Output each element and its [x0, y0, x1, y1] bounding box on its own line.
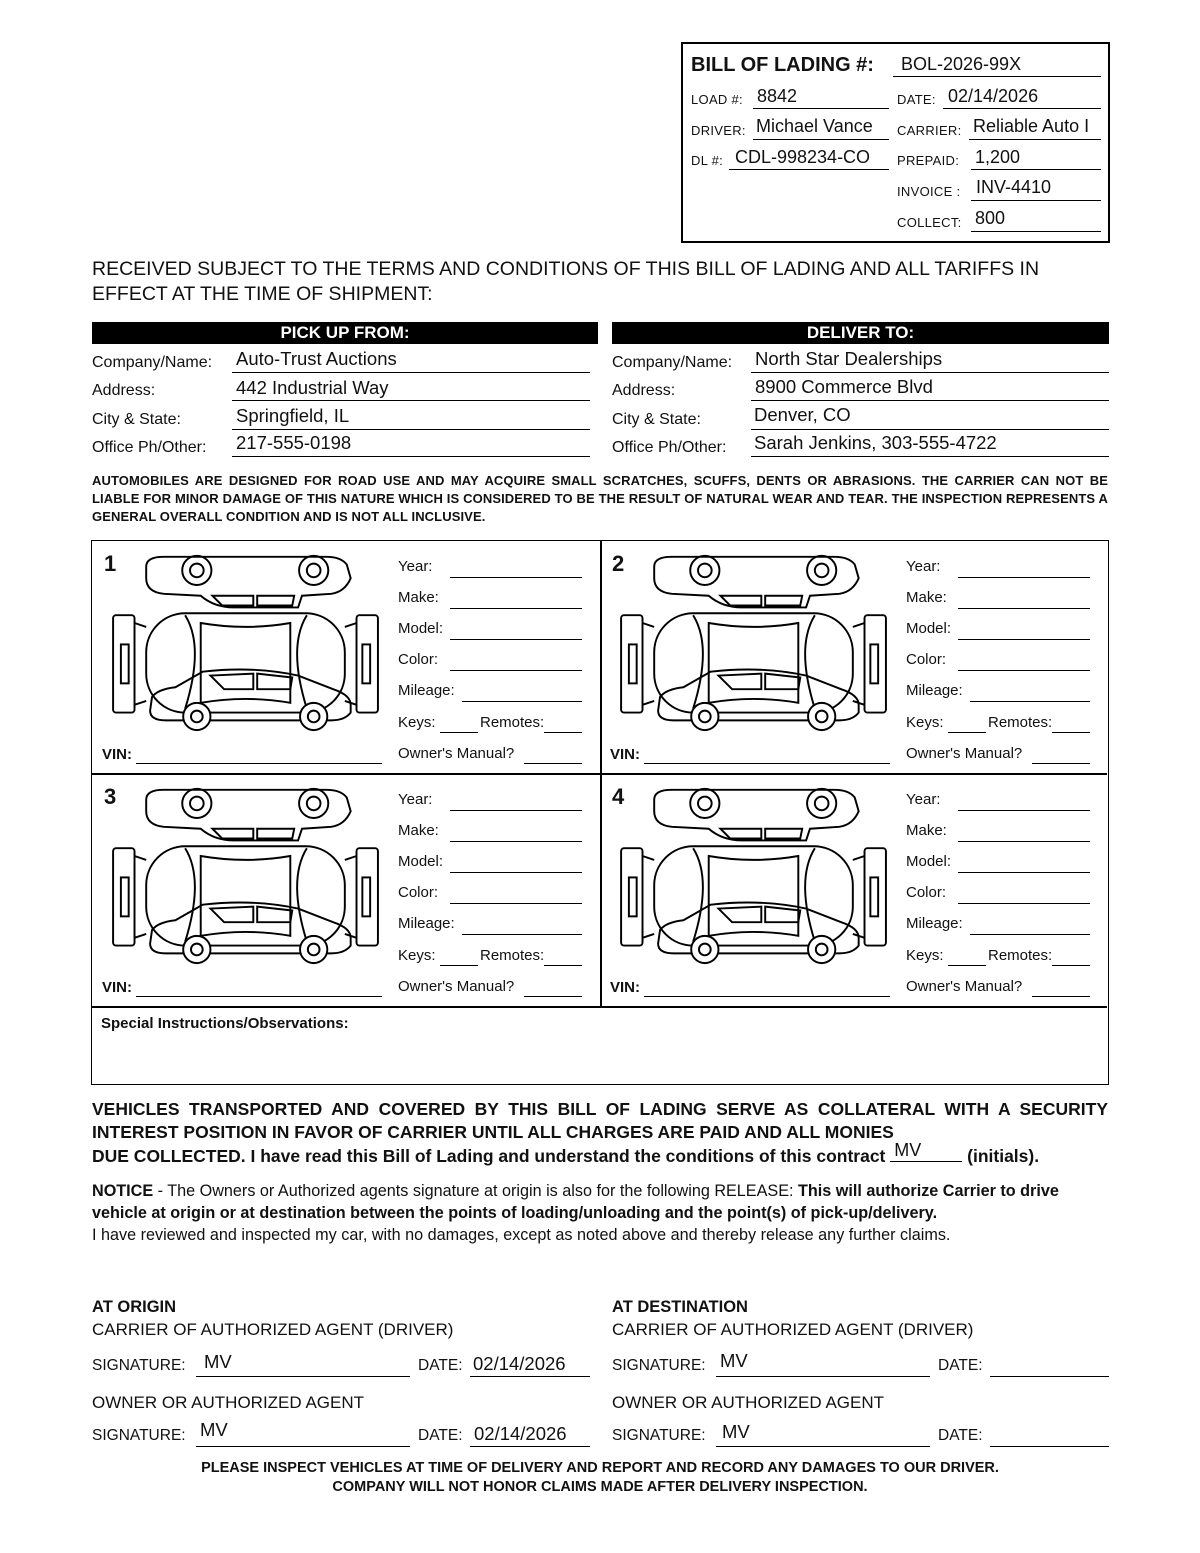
- origin-owner-signature-label: SIGNATURE:: [92, 1427, 186, 1444]
- vin-field[interactable]: [644, 763, 890, 764]
- carrier-field[interactable]: Reliable Auto I: [973, 116, 1090, 136]
- keys-label: Keys:: [398, 714, 436, 731]
- pickup-address-field[interactable]: 442 Industrial Way: [236, 377, 389, 398]
- collateral-last-line: DUE COLLECTED. I have read this Bill of Lading and understand the conditions of this contract: [92, 1146, 886, 1166]
- vehicle-number: 1: [104, 551, 117, 576]
- dl-label: DL #:: [691, 153, 724, 168]
- notice-release: [92, 1180, 1108, 1246]
- make-field[interactable]: [958, 608, 1090, 609]
- origin-carrier-date-label: DATE:: [418, 1357, 463, 1374]
- damage-disclaimer: AUTOMOBILES ARE DESIGNED FOR ROAD USE AND MAY ACQUIRE SMALL SCRATCHES, SCUFFS, DENTS OR ABRASIONS. THE CARRIER CAN NOT BE LIABLE FOR MINOR DAMAGE OF THIS NATURE WHICH IS CONSIDERED TO BE THE RESULT OF NATURAL WEAR AND TEAR. THE INSPECTION REPRESENTS A GENERAL OVERALL CONDITION AND IS NOT ALL INCLUSIVE.: [92, 473, 1108, 524]
- driver-label: DRIVER:: [691, 123, 746, 138]
- year-label: Year:: [906, 791, 941, 808]
- destination-owner-signature-field[interactable]: MV: [722, 1421, 750, 1442]
- make-field[interactable]: [450, 608, 582, 609]
- vehicle-number: 2: [612, 551, 625, 576]
- manual-field[interactable]: [1032, 763, 1090, 764]
- car-damage-diagram[interactable]: [614, 782, 894, 967]
- notice-text: - The Owners or Authorized agents signature at origin is also for the following RELEASE:: [153, 1182, 798, 1200]
- vehicle-cell-2: [600, 541, 1108, 774]
- make-label: Make:: [398, 589, 439, 606]
- deliver-city-label: City & State:: [612, 411, 701, 428]
- deliver-phone-label: Office Ph/Other:: [612, 439, 727, 456]
- footer-line-1: PLEASE INSPECT VEHICLES AT TIME OF DELIVERY AND REPORT AND RECORD ANY DAMAGES TO OUR DRIVER.: [201, 1460, 999, 1476]
- pickup-company-label: Company/Name:: [92, 354, 213, 371]
- dl-field[interactable]: CDL-998234-CO: [735, 147, 871, 167]
- notice-lead: NOTICE: [92, 1182, 154, 1200]
- manual-field[interactable]: [1032, 996, 1090, 997]
- origin-owner-date-label: DATE:: [418, 1427, 463, 1444]
- mileage-label: Mileage:: [398, 682, 455, 699]
- collect-label: COLLECT:: [897, 215, 962, 230]
- terms-statement: RECEIVED SUBJECT TO THE TERMS AND CONDITIONS OF THIS BILL OF LADING AND ALL TARIFFS IN EFFECT AT THE TIME OF SHIPMENT:: [92, 258, 1040, 305]
- destination-carrier-signature-label: SIGNATURE:: [612, 1357, 706, 1374]
- pickup-city-label: City & State:: [92, 411, 181, 428]
- vin-field[interactable]: [136, 763, 382, 764]
- model-label: Model:: [398, 620, 444, 637]
- year-field[interactable]: [958, 577, 1090, 578]
- origin-heading: AT ORIGIN: [92, 1298, 177, 1316]
- year-field[interactable]: [958, 810, 1090, 811]
- footer-line-2: COMPANY WILL NOT HONOR CLAIMS MADE AFTER DELIVERY INSPECTION.: [332, 1479, 868, 1495]
- car-damage-diagram[interactable]: [106, 549, 386, 734]
- remotes-field[interactable]: [1052, 732, 1090, 733]
- keys-label: Keys:: [906, 714, 944, 731]
- deliver-address-label: Address:: [612, 382, 676, 399]
- remotes-label: Remotes:: [988, 947, 1053, 964]
- manual-label: Owner's Manual?: [398, 745, 515, 762]
- model-field[interactable]: [958, 872, 1090, 873]
- manual-label: Owner's Manual?: [906, 978, 1023, 995]
- remotes-label: Remotes:: [480, 947, 545, 964]
- deliver-phone-field[interactable]: Sarah Jenkins, 303-555-4722: [754, 432, 997, 453]
- deliver-company-field[interactable]: North Star Dealerships: [755, 348, 943, 369]
- color-field[interactable]: [450, 903, 582, 904]
- bill-of-lading-box: [681, 42, 1110, 243]
- model-field[interactable]: [450, 872, 582, 873]
- origin-owner-signature-field[interactable]: MV: [200, 1419, 228, 1440]
- mileage-field[interactable]: [462, 934, 582, 935]
- mileage-label: Mileage:: [906, 915, 963, 932]
- keys-field[interactable]: [948, 732, 986, 733]
- invoice-field[interactable]: INV-4410: [976, 177, 1052, 197]
- special-instructions-field[interactable]: [92, 1036, 1107, 1084]
- destination-heading: AT DESTINATION: [612, 1298, 748, 1316]
- notice-bold-text: This will authorize Carrier to drive vehicle at origin or at destination between the points of loading/unloading and the point(s) of pick-up/delivery.: [92, 1182, 1059, 1222]
- year-field[interactable]: [450, 810, 582, 811]
- color-label: Color:: [906, 651, 947, 668]
- collateral-statement: [92, 1098, 1108, 1168]
- load-number-field[interactable]: 8842: [757, 86, 798, 106]
- vehicle-number: 3: [104, 784, 117, 809]
- make-label: Make:: [398, 822, 439, 839]
- vehicle-cell-1: [92, 541, 600, 774]
- vin-field[interactable]: [136, 996, 382, 997]
- deliver-city-field[interactable]: Denver, CO: [754, 404, 851, 425]
- special-instructions-label: Special Instructions/Observations:: [101, 1015, 349, 1032]
- remotes-label: Remotes:: [988, 714, 1053, 731]
- carrier-label: CARRIER:: [897, 123, 962, 138]
- origin-carrier-label: CARRIER OF AUTHORIZED AGENT (DRIVER): [92, 1320, 454, 1339]
- year-label: Year:: [398, 791, 433, 808]
- manual-field[interactable]: [524, 996, 582, 997]
- color-label: Color:: [398, 884, 439, 901]
- make-field[interactable]: [958, 841, 1090, 842]
- initials-value: MV: [894, 1140, 922, 1160]
- color-label: Color:: [398, 651, 439, 668]
- pickup-company-field[interactable]: Auto-Trust Auctions: [236, 348, 397, 369]
- initials-field[interactable]: [890, 1140, 962, 1162]
- mileage-field[interactable]: [970, 701, 1090, 702]
- keys-label: Keys:: [906, 947, 944, 964]
- destination-owner-label: OWNER OR AUTHORIZED AGENT: [612, 1393, 885, 1412]
- vin-field[interactable]: [644, 996, 890, 997]
- destination-carrier-date-label: DATE:: [938, 1357, 983, 1374]
- destination-carrier-signature-field[interactable]: MV: [720, 1350, 748, 1371]
- origin-carrier-date-field[interactable]: 02/14/2026: [473, 1353, 566, 1374]
- destination-owner-signature-label: SIGNATURE:: [612, 1427, 706, 1444]
- vin-label: VIN:: [102, 979, 132, 996]
- destination-carrier-label: CARRIER OF AUTHORIZED AGENT (DRIVER): [612, 1320, 974, 1339]
- date-label: DATE:: [897, 92, 936, 107]
- vin-label: VIN:: [610, 746, 640, 763]
- pickup-phone-label: Office Ph/Other:: [92, 439, 207, 456]
- model-label: Model:: [906, 853, 952, 870]
- make-field[interactable]: [450, 841, 582, 842]
- year-field[interactable]: [450, 577, 582, 578]
- remotes-label: Remotes:: [480, 714, 545, 731]
- deliver-company-label: Company/Name:: [612, 354, 733, 371]
- deliver-address-field[interactable]: 8900 Commerce Blvd: [755, 376, 933, 397]
- color-field[interactable]: [450, 670, 582, 671]
- deliver-header: DELIVER TO:: [612, 322, 1109, 344]
- model-label: Model:: [398, 853, 444, 870]
- pickup-city-field[interactable]: Springfield, IL: [236, 405, 350, 426]
- car-damage-diagram[interactable]: [614, 549, 894, 734]
- initials-suffix: (initials).: [967, 1146, 1040, 1166]
- vehicle-cell-3: [92, 774, 600, 1007]
- year-label: Year:: [906, 558, 941, 575]
- vin-label: VIN:: [102, 746, 132, 763]
- inspection-footer: [92, 1459, 1108, 1497]
- manual-label: Owner's Manual?: [398, 978, 515, 995]
- model-label: Model:: [906, 620, 952, 637]
- driver-field[interactable]: Michael Vance: [756, 116, 873, 136]
- pickup-header: PICK UP FROM:: [92, 322, 598, 344]
- origin-carrier-signature-field[interactable]: MV: [204, 1351, 232, 1372]
- model-field[interactable]: [958, 639, 1090, 640]
- collect-field[interactable]: 800: [975, 208, 1006, 228]
- collateral-text: VEHICLES TRANSPORTED AND COVERED BY THIS BILL OF LADING SERVE AS COLLATERAL WITH A SECURITY INTEREST POSITION IN FAVOR OF CARRIER UNTIL ALL CHARGES ARE PAID AND ALL MONIES: [92, 1099, 1108, 1142]
- notice-line2: I have reviewed and inspected my car, with no damages, except as noted above and thereby release any further claims.: [92, 1226, 951, 1244]
- prepaid-field[interactable]: 1,200: [975, 147, 1021, 167]
- color-field[interactable]: [958, 903, 1090, 904]
- bol-title: BILL OF LADING #:: [691, 54, 874, 76]
- origin-owner-date-field[interactable]: 02/14/2026: [474, 1423, 567, 1444]
- color-field[interactable]: [958, 670, 1090, 671]
- origin-owner-label: OWNER OR AUTHORIZED AGENT: [92, 1393, 365, 1412]
- destination-owner-date-label: DATE:: [938, 1427, 983, 1444]
- mileage-label: Mileage:: [906, 682, 963, 699]
- manual-field[interactable]: [524, 763, 582, 764]
- keys-label: Keys:: [398, 947, 436, 964]
- keys-field[interactable]: [440, 965, 478, 966]
- mileage-label: Mileage:: [398, 915, 455, 932]
- make-label: Make:: [906, 822, 947, 839]
- car-damage-diagram[interactable]: [106, 782, 386, 967]
- color-label: Color:: [906, 884, 947, 901]
- pickup-phone-field[interactable]: 217-555-0198: [236, 432, 352, 453]
- invoice-label: INVOICE :: [897, 184, 961, 199]
- date-field[interactable]: 02/14/2026: [948, 86, 1039, 106]
- bol-number-field[interactable]: BOL-2026-99X: [901, 54, 1022, 74]
- make-label: Make:: [906, 589, 947, 606]
- vehicle-number: 4: [612, 784, 625, 809]
- mileage-field[interactable]: [462, 701, 582, 702]
- remotes-field[interactable]: [544, 732, 582, 733]
- year-label: Year:: [398, 558, 433, 575]
- origin-carrier-signature-label: SIGNATURE:: [92, 1357, 186, 1374]
- remotes-field[interactable]: [544, 965, 582, 966]
- vehicle-inspection-grid: [91, 540, 1109, 1085]
- vin-label: VIN:: [610, 979, 640, 996]
- vehicle-cell-4: [600, 774, 1108, 1007]
- keys-field[interactable]: [440, 732, 478, 733]
- mileage-field[interactable]: [970, 934, 1090, 935]
- prepaid-label: PREPAID:: [897, 153, 960, 168]
- manual-label: Owner's Manual?: [906, 745, 1023, 762]
- pickup-address-label: Address:: [92, 382, 156, 399]
- remotes-field[interactable]: [1052, 965, 1090, 966]
- keys-field[interactable]: [948, 965, 986, 966]
- load-label: LOAD #:: [691, 92, 743, 107]
- model-field[interactable]: [450, 639, 582, 640]
